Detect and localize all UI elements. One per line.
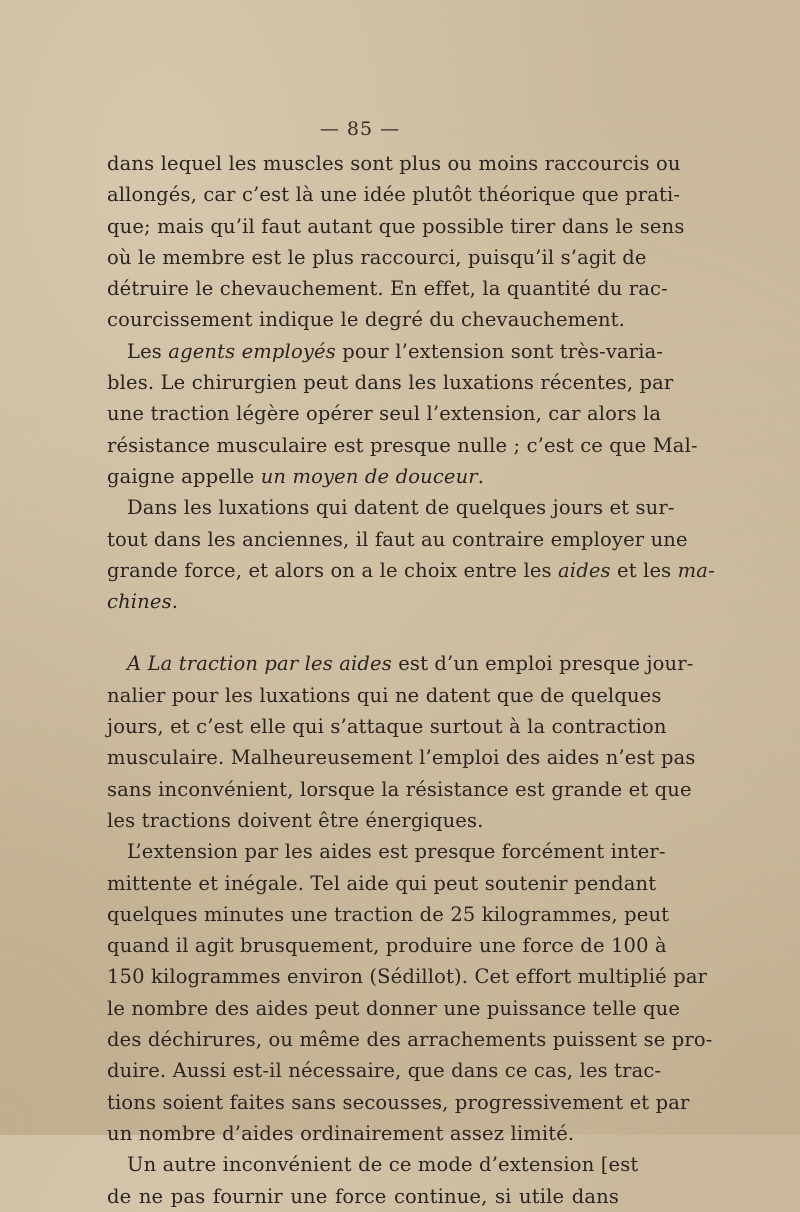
- text-line: allongés, car c’est là une idée plutôt théorique que prati-: [107, 183, 681, 207]
- text-line: L’extension par les aides est presque forcément inter-: [127, 840, 666, 864]
- text-line: nalier pour les luxations qui ne datent que de quelques: [107, 683, 662, 707]
- text-line: détruire le chevauchement. En effet, la quantité du rac-: [107, 277, 668, 301]
- text-line: Les agents employés pour l’extension sont très-varia-: [127, 339, 664, 363]
- text-line: sans inconvénient, lorsque la résistance est grande et que: [107, 777, 692, 801]
- text-line: un nombre d’aides ordinairement assez limité.: [107, 1121, 575, 1145]
- text-line: quelques minutes une traction de 25 kilogrammes, peut: [107, 902, 670, 926]
- text-line: A La traction par les aides est d’un emploi presque jour-: [127, 652, 694, 676]
- italic-phrase: un moyen de douceur: [260, 464, 478, 488]
- section-heading: A La traction par les aides: [127, 652, 392, 676]
- italic-phrase: chines: [107, 590, 172, 614]
- text-line: bles. Le chirurgien peut dans les luxations récentes, par: [107, 371, 674, 395]
- text-line: jours, et c’est elle qui s’attaque surtout à la contraction: [107, 715, 667, 739]
- text-line: duire. Aussi est-il nécessaire, que dans ce cas, les trac-: [107, 1059, 662, 1083]
- text-line: musculaire. Malheureusement l’emploi des aides n’est pas: [107, 746, 696, 770]
- text-line: où le membre est le plus raccourci, puisqu’il s’agit de: [107, 245, 647, 269]
- text-line: résistance musculaire est presque nulle ; c’est ce que Mal-: [107, 433, 698, 457]
- text-line: mittente et inégale. Tel aide qui peut soutenir pendant: [107, 871, 657, 895]
- page-number: — 85 —: [319, 118, 401, 140]
- text-line: chines.: [107, 590, 179, 614]
- text-line: gaigne appelle un moyen de douceur.: [107, 464, 485, 488]
- italic-phrase: aides: [558, 558, 611, 582]
- text-line: de ne pas fournir une force continue, si utile dans: [107, 1184, 619, 1208]
- text-line: grande force, et alors on a le choix entre les aides et les ma-: [107, 558, 715, 582]
- text-line: 150 kilogrammes environ (Sédillot). Cet effort multiplié par: [107, 965, 708, 989]
- text-line: Dans les luxations qui datent de quelques jours et sur-: [127, 496, 675, 520]
- text-line: courcissement indique le degré du chevauchement.: [107, 308, 626, 332]
- text-line: quand il agit brusquement, produire une force de 100 à: [107, 934, 667, 958]
- body-text: [107, 148, 715, 1212]
- text-line: Un autre inconvénient de ce mode d’extension [est: [127, 1153, 639, 1177]
- italic-phrase: agents employés: [168, 339, 336, 363]
- text-line: tout dans les anciennes, il faut au contraire employer une: [107, 527, 688, 551]
- text-line: une traction légère opérer seul l’extension, car alors la: [107, 402, 662, 426]
- italic-phrase: ma-: [677, 558, 715, 582]
- text-line: dans lequel les muscles sont plus ou moins raccourcis ou: [107, 152, 681, 175]
- text-line: des déchirures, ou même des arrachements puissent se pro-: [107, 1028, 713, 1052]
- text-line: les tractions doivent être énergiques.: [107, 808, 484, 832]
- text-line: que; mais qu’il faut autant que possible tirer dans le sens: [107, 214, 685, 238]
- text-line: tions soient faites sans secousses, progressivement et par: [107, 1090, 690, 1114]
- section-gap: [107, 617, 619, 648]
- text-line: le nombre des aides peut donner une puissance telle que: [107, 996, 681, 1020]
